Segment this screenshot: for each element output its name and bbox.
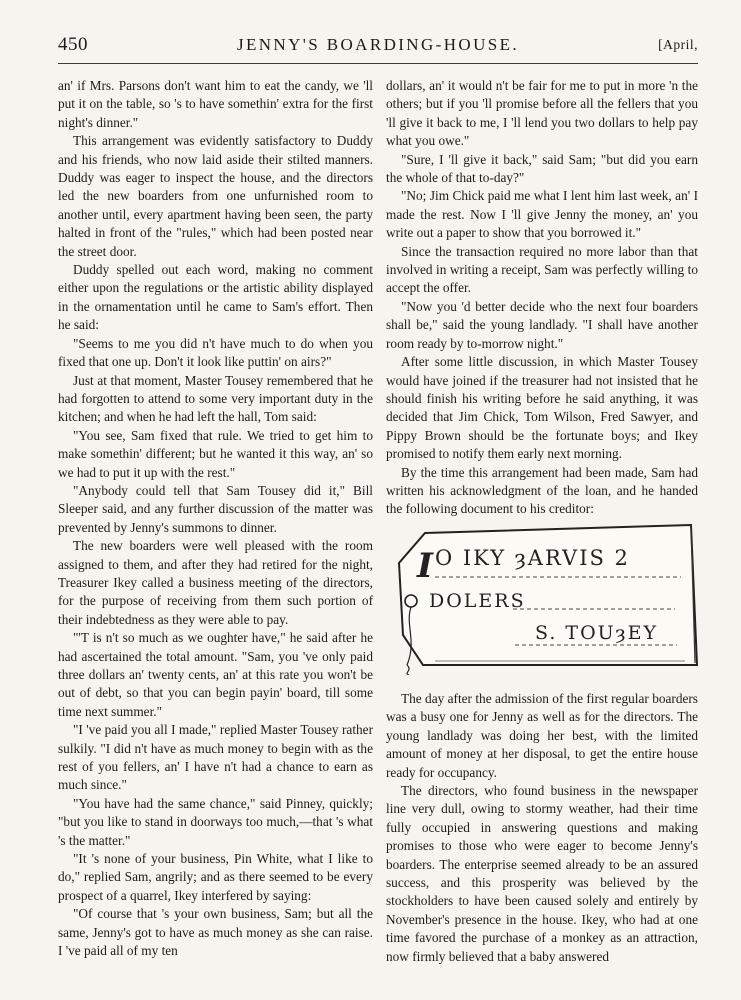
tag-drawing	[395, 515, 703, 675]
tag-line-2: DOLERS	[429, 590, 526, 612]
left-column	[58, 77, 373, 961]
paragraph: Just at that moment, Master Tousey remembered that he had forgotten to attend to some very important duty in the kitchen; and when he had left the hall, Tom said:	[58, 372, 373, 425]
paragraph: dollars, an' it would n't be fair for me to put in more 'n the others; but if you 'll promise before all the fellers that you 'll give it back to me, I 'll lend you two dollars to help pay what you owe."	[386, 78, 698, 149]
paragraph: "Anybody could tell that Sam Tousey did it," Bill Sleeper said, and any further discussion of the matter was prevented by Jenny's summons to dinner.	[58, 482, 373, 535]
paragraph: The new boarders were well pleased with the room assigned to them, and after they had retired for the night, Treasurer Ikey called a business meeting of the directors, for the purpose of receiving from them such portion of their indebtedness as they were able to pay.	[58, 538, 373, 627]
paragraph: The directors, who found business in the newspaper line very dull, owing to stormy weather, had their time fully occupied in answering questions and making promises to those who were eager to become Jenny's boarders. The enterprise seemed already to be an assured success, and this prosperity was believed by the stockholders to have been caused solely and entirely by November's presence in the house. Ikey, who had at one time favored the purchase of a monkey as an attraction, now firmly believed that a baby answered	[386, 783, 698, 964]
paragraph: After some little discussion, in which Master Tousey would have joined if the treasurer had not insisted that he should finish his writing before he said anything, it was decided that Jim Chick, Tom Wilson, Fred Sawyer, and Pippy Brown should be the fortunate boys; and Ikey promised to notify them early next morning.	[386, 354, 698, 462]
right-column-continued	[386, 690, 698, 966]
paragraph: an' if Mrs. Parsons don't want him to eat the candy, we 'll put it on the table, so 's to have somethin' extra for the first night's dinner."	[58, 78, 373, 130]
paragraph: "Now you 'd better decide who the next four boarders shall be," said the young landlady. "I shall have another room ready by to-morrow night."	[386, 298, 698, 351]
right-column	[386, 77, 698, 519]
paragraph: "I 've paid you all I made," replied Master Tousey rather sulkily. "I did n't have as much money to begin with as the rest of you fellers, an' I have n't had a chance to earn as much since."	[58, 722, 373, 793]
header-rule	[58, 63, 698, 64]
paragraph: "It 's none of your business, Pin White, what I like to do," replied Sam, angrily; and as there seemed to be every prospect of a quarrel, Ikey interfered by saying:	[58, 851, 373, 903]
paragraph: "No; Jim Chick paid me what I lent him last week, an' I made the rest. Now I 'll give Jenny the money, an' you write out a paper to show that you borrowed it."	[386, 188, 698, 241]
paragraph: Since the transaction required no more labor than that involved in writing a receipt, Sam was perfectly willing to accept the offer.	[386, 243, 698, 296]
paragraph: "You have had the same chance," said Pinney, quickly; "but you like to stand in doorways too much,—that 's what 's the matter."	[58, 795, 373, 848]
paragraph: Duddy spelled out each word, making no comment either upon the regulations or the artistic ability displayed in the ornamentation until he came to Sam's effort. Then he said:	[58, 262, 373, 333]
paragraph: "Sure, I 'll give it back," said Sam; "but did you earn the whole of that to-day?"	[386, 151, 698, 186]
paragraph: "Seems to me you did n't have much to do when you fixed that one up. Don't it look like puttin' on airs?"	[58, 335, 373, 370]
page-header	[58, 34, 698, 60]
tag-line-3: S. TOUȝEY	[535, 622, 659, 644]
paragraph: This arrangement was evidently satisfactory to Duddy and his friends, who now laid aside their stilted manners. Duddy was eager to inspect the house, and the directors led the new boarders from one unfurnished room to another until, every apartment having been seen, the party halted in front of the "rules," which had been posted near the street door.	[58, 133, 373, 259]
paragraph: By the time this arrangement had been made, Sam had written his acknowledgment of the loan, and he handed the following document to his creditor:	[386, 464, 698, 517]
paragraph: "Of course that 's your own business, Sam; but all the same, Jenny's got to have as much money as she can raise. I 've paid all of my ten	[58, 906, 373, 959]
receipt-tag-illustration	[395, 515, 703, 675]
tag-line-1: O IKY ȝARVIS 2	[435, 546, 630, 570]
paragraph: The day after the admission of the first regular boarders was a busy one for Jenny as well as for the directors. The young landlady was doing her best, with the limited amount of money at her disposal, to get the entire house ready for occupancy.	[386, 691, 698, 780]
paragraph: "'T is n't so much as we oughter have," he said after he had ascertained the total amount. "Sam, you 've only paid three dollars an' twenty cents, an' at this rate you won't be out of debt, so that you can begin payin' board, till some time next summer."	[58, 630, 373, 719]
paragraph: "You see, Sam fixed that rule. We tried to get him to make somethin' different; but he wanted it this way, an' so we had to put it up with the rest."	[58, 427, 373, 480]
running-title: JENNY'S BOARDING-HOUSE.	[236, 35, 520, 54]
running-month: [April,	[658, 37, 698, 52]
tag-initial: I	[417, 546, 433, 586]
page-number: 450	[58, 34, 88, 55]
